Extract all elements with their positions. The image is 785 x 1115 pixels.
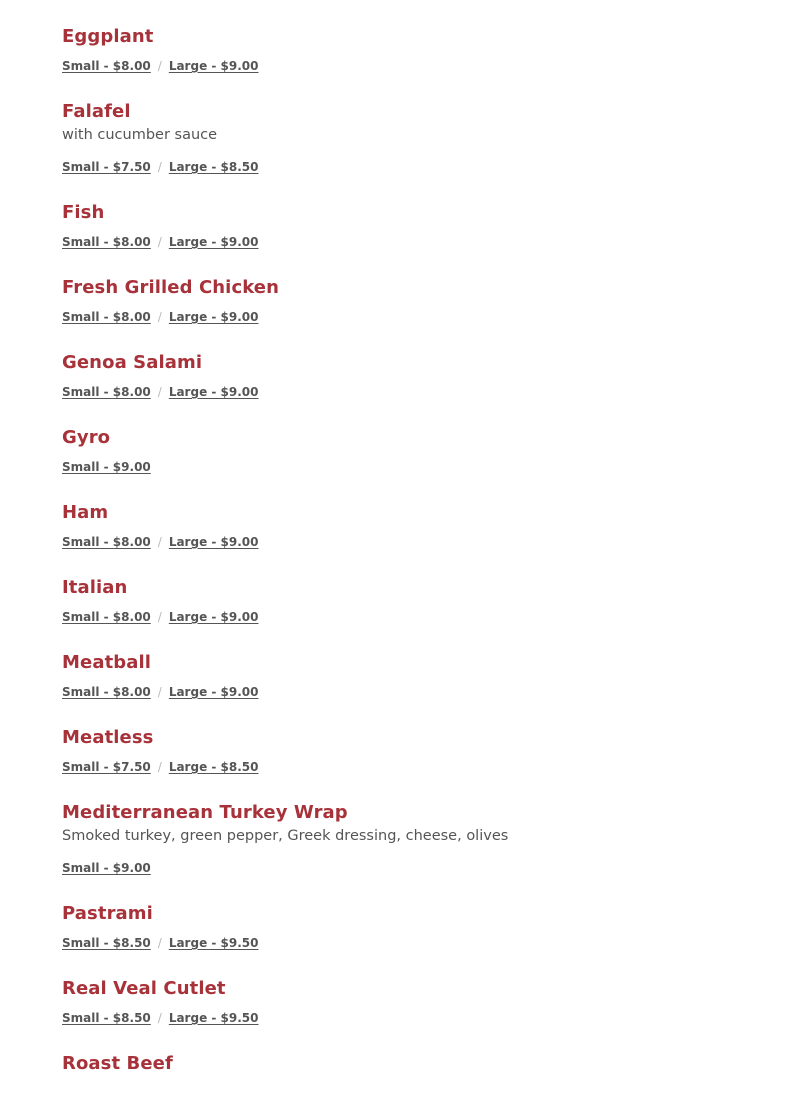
price-options xyxy=(62,856,765,880)
price-option-link[interactable]: Small - $8.00 xyxy=(62,535,151,549)
price-option-link[interactable]: Small - $8.00 xyxy=(62,59,151,73)
menu-item xyxy=(62,24,765,78)
price-options xyxy=(62,54,765,78)
price-options xyxy=(62,155,765,179)
menu-item-name: Eggplant xyxy=(62,26,154,47)
price-options xyxy=(62,380,765,404)
price-option-link[interactable]: Small - $8.50 xyxy=(62,936,151,950)
menu-item-name: Italian xyxy=(62,577,128,598)
menu-item-name: Mediterranean Turkey Wrap xyxy=(62,802,348,823)
price-separator: / xyxy=(157,610,162,624)
price-option-link[interactable]: Large - $9.00 xyxy=(168,535,259,549)
price-option-link[interactable]: Small - $8.00 xyxy=(62,685,151,699)
menu-item-name: Ham xyxy=(62,502,109,523)
price-separator: / xyxy=(157,760,162,774)
menu-item xyxy=(62,800,765,880)
price-option-link[interactable]: Small - $8.50 xyxy=(62,1011,151,1025)
price-options xyxy=(62,755,765,779)
price-option-link[interactable]: Large - $9.00 xyxy=(168,59,259,73)
menu-item-name: Gyro xyxy=(62,427,111,448)
price-option-link[interactable]: Small - $8.00 xyxy=(62,310,151,324)
menu-item-name: Roast Beef xyxy=(62,1053,173,1074)
menu-item xyxy=(62,901,765,955)
price-option-link[interactable]: Small - $7.50 xyxy=(62,760,151,774)
menu-item-name: Fish xyxy=(62,202,105,223)
menu-item xyxy=(62,725,765,779)
price-separator: / xyxy=(157,535,162,549)
price-options xyxy=(62,680,765,704)
price-option-link[interactable]: Small - $8.00 xyxy=(62,235,151,249)
menu-item-description: Smoked turkey, green pepper, Greek dressing, cheese, olives xyxy=(62,828,509,844)
price-separator: / xyxy=(157,59,162,73)
price-option-link[interactable]: Large - $8.50 xyxy=(168,760,259,774)
price-option-link[interactable]: Small - $8.00 xyxy=(62,385,151,399)
menu-item-name: Real Veal Cutlet xyxy=(62,978,226,999)
menu-item xyxy=(62,200,765,254)
price-option-link[interactable]: Large - $9.00 xyxy=(168,610,259,624)
price-separator: / xyxy=(157,385,162,399)
menu-item-name: Genoa Salami xyxy=(62,352,203,373)
menu-item-description: with cucumber sauce xyxy=(62,127,218,143)
price-separator: / xyxy=(157,235,162,249)
price-options xyxy=(62,530,765,554)
menu-item-name: Pastrami xyxy=(62,903,153,924)
menu-item-name: Fresh Grilled Chicken xyxy=(62,277,280,298)
price-option-link[interactable]: Large - $9.00 xyxy=(168,685,259,699)
price-options xyxy=(62,605,765,629)
price-options xyxy=(62,230,765,254)
price-separator: / xyxy=(157,310,162,324)
price-options xyxy=(62,455,765,479)
price-options xyxy=(62,931,765,955)
price-option-link[interactable]: Large - $9.50 xyxy=(168,936,259,950)
price-option-link[interactable]: Small - $7.50 xyxy=(62,160,151,174)
price-option-link[interactable]: Small - $8.00 xyxy=(62,610,151,624)
menu-item-name: Meatball xyxy=(62,652,152,673)
price-option-link[interactable]: Large - $9.00 xyxy=(168,385,259,399)
price-option-link[interactable]: Small - $9.00 xyxy=(62,861,151,875)
menu-item xyxy=(62,976,765,1030)
price-separator: / xyxy=(157,1011,162,1025)
price-option-link[interactable]: Large - $9.00 xyxy=(168,310,259,324)
price-option-link[interactable]: Large - $9.00 xyxy=(168,235,259,249)
menu-item-name: Meatless xyxy=(62,727,154,748)
menu-item xyxy=(62,575,765,629)
price-separator: / xyxy=(157,160,162,174)
menu-item xyxy=(62,650,765,704)
menu-list xyxy=(62,24,765,1098)
price-separator: / xyxy=(157,685,162,699)
menu-item xyxy=(62,275,765,329)
menu-item xyxy=(62,425,765,479)
price-options xyxy=(62,305,765,329)
price-option-link[interactable]: Small - $9.00 xyxy=(62,460,151,474)
price-option-link[interactable]: Large - $8.50 xyxy=(168,160,259,174)
price-separator: / xyxy=(157,936,162,950)
menu-item xyxy=(62,500,765,554)
price-option-link[interactable]: Large - $9.50 xyxy=(168,1011,259,1025)
menu-item xyxy=(62,350,765,404)
menu-item xyxy=(62,99,765,179)
price-options xyxy=(62,1006,765,1030)
menu-item xyxy=(62,1051,765,1077)
menu-item-name: Falafel xyxy=(62,101,131,122)
